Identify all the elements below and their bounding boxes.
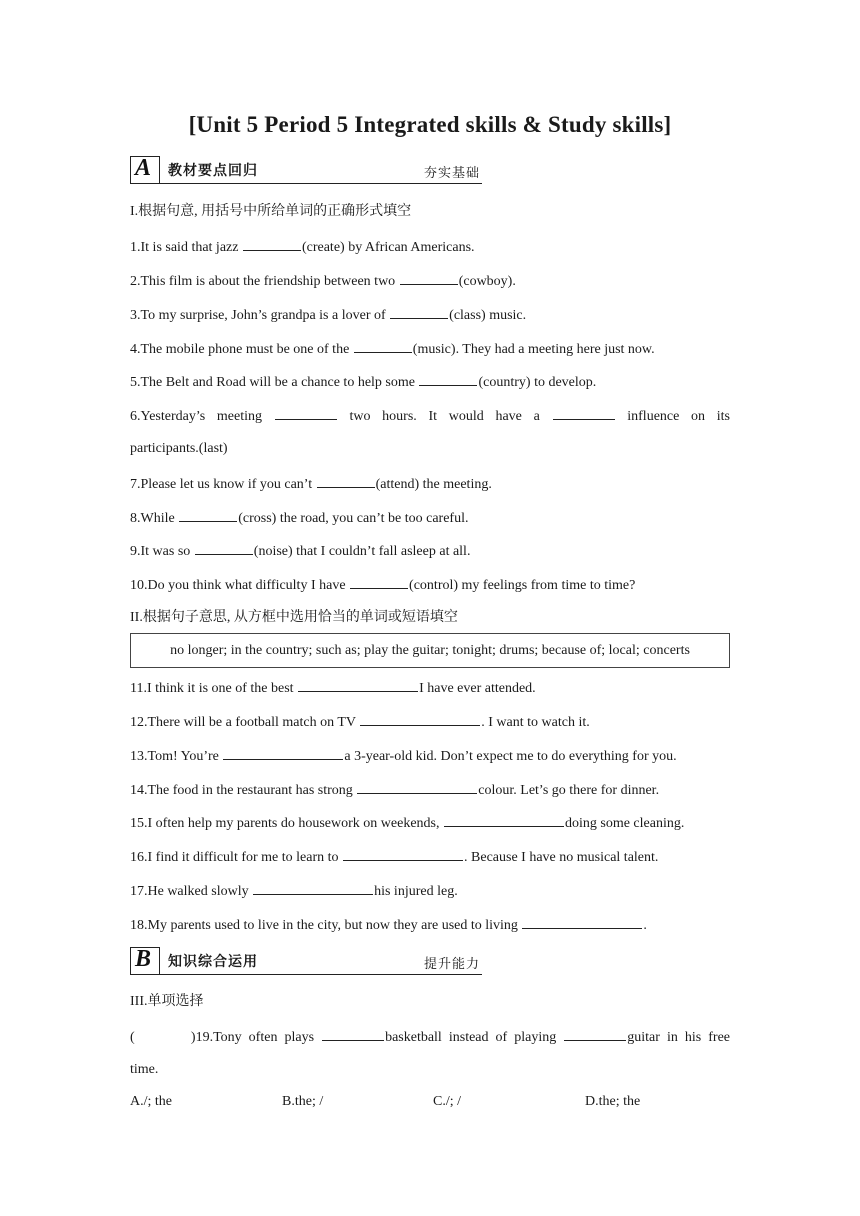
banner-a-letter: A [135, 155, 152, 181]
question-19-continued: time. [130, 1062, 159, 1077]
option-d[interactable]: D.the; the [585, 1094, 641, 1109]
option-b[interactable]: B.the; / [282, 1094, 324, 1109]
answer-blank[interactable] [317, 473, 375, 488]
banner-b-title: 知识综合运用 [168, 954, 258, 970]
question-6-continued: participants.(last) [130, 441, 228, 456]
section-2-heading: II.根据句子意思, 从方框中选用恰当的单词或短语填空 [130, 610, 458, 625]
answer-blank[interactable] [390, 304, 448, 319]
question-14: 14.The food in the restaurant has strong colour. Let’s go there for dinner. [130, 779, 730, 801]
question-7: 7.Please let us know if you can’t (attend) the meeting. [130, 473, 730, 495]
question-17: 17.He walked slowly his injured leg. [130, 880, 730, 902]
question-11: 11.I think it is one of the best I have ever attended. [130, 677, 730, 699]
answer-blank[interactable] [275, 405, 337, 420]
question-18: 18.My parents used to live in the city, but now they are used to living . [130, 914, 730, 936]
word-bank-box: no longer; in the country; such as; play the guitar; tonight; drums; because of; local; concerts [130, 633, 730, 668]
section-3-heading: III.单项选择 [130, 994, 204, 1009]
question-3: 3.To my surprise, John’s grandpa is a lover of (class) music. [130, 304, 730, 326]
answer-blank[interactable] [343, 846, 463, 861]
question-2: 2.This film is about the friendship between two (cowboy). [130, 270, 730, 292]
answer-blank[interactable] [564, 1026, 626, 1041]
answer-blank[interactable] [243, 236, 301, 251]
answer-blank[interactable] [419, 371, 477, 386]
question-16: 16.I find it difficult for me to learn to . Because I have no musical talent. [130, 846, 730, 868]
question-6: 6.Yesterday’s meeting two hours. It would have a influence on its [130, 405, 730, 427]
section-banner-a [130, 156, 482, 184]
question-15: 15.I often help my parents do housework on weekends, doing some cleaning. [130, 812, 730, 834]
section-banner-b [130, 947, 482, 975]
banner-a-subtitle: 夯实基础 [423, 166, 480, 181]
option-a[interactable]: A./; the [130, 1094, 172, 1109]
page-title: [Unit 5 Period 5 Integrated skills & Study skills] [188, 112, 672, 137]
answer-blank[interactable] [179, 507, 237, 522]
question-9: 9.It was so (noise) that I couldn’t fall asleep at all. [130, 540, 730, 562]
section-1-heading: I.根据句意, 用括号中所给单词的正确形式填空 [130, 204, 412, 219]
banner-a-badge [130, 156, 160, 184]
answer-blank[interactable] [553, 405, 615, 420]
question-5: 5.The Belt and Road will be a chance to help some (country) to develop. [130, 371, 730, 393]
banner-a-title: 教材要点回归 [168, 163, 258, 179]
question-19: ( )19.Tony often plays basketball instead of playing guitar in his free [130, 1026, 730, 1048]
answer-blank[interactable] [400, 270, 458, 285]
answer-blank[interactable] [360, 711, 480, 726]
question-10: 10.Do you think what difficulty I have (control) my feelings from time to time? [130, 574, 730, 596]
answer-blank[interactable] [322, 1026, 384, 1041]
question-19-options [130, 1094, 730, 1114]
answer-blank[interactable] [357, 779, 477, 794]
answer-blank[interactable] [444, 812, 564, 827]
banner-b-badge [130, 947, 160, 975]
question-13: 13.Tom! You’re a 3-year-old kid. Don’t expect me to do everything for you. [130, 745, 730, 767]
question-12: 12.There will be a football match on TV . I want to watch it. [130, 711, 730, 733]
answer-blank[interactable] [298, 677, 418, 692]
answer-blank[interactable] [354, 338, 412, 353]
answer-blank[interactable] [522, 914, 642, 929]
question-4: 4.The mobile phone must be one of the (music). They had a meeting here just now. [130, 338, 730, 360]
question-1: 1.It is said that jazz (create) by African Americans. [130, 236, 730, 258]
question-8: 8.While (cross) the road, you can’t be too careful. [130, 507, 730, 529]
answer-blank[interactable] [195, 540, 253, 555]
option-c[interactable]: C./; / [433, 1094, 462, 1109]
banner-b-subtitle: 提升能力 [423, 957, 480, 972]
banner-a-rule [130, 183, 482, 184]
answer-blank[interactable] [350, 574, 408, 589]
banner-b-rule [130, 974, 482, 975]
answer-blank[interactable] [223, 745, 343, 760]
banner-b-letter: B [135, 946, 152, 972]
answer-blank[interactable] [253, 880, 373, 895]
